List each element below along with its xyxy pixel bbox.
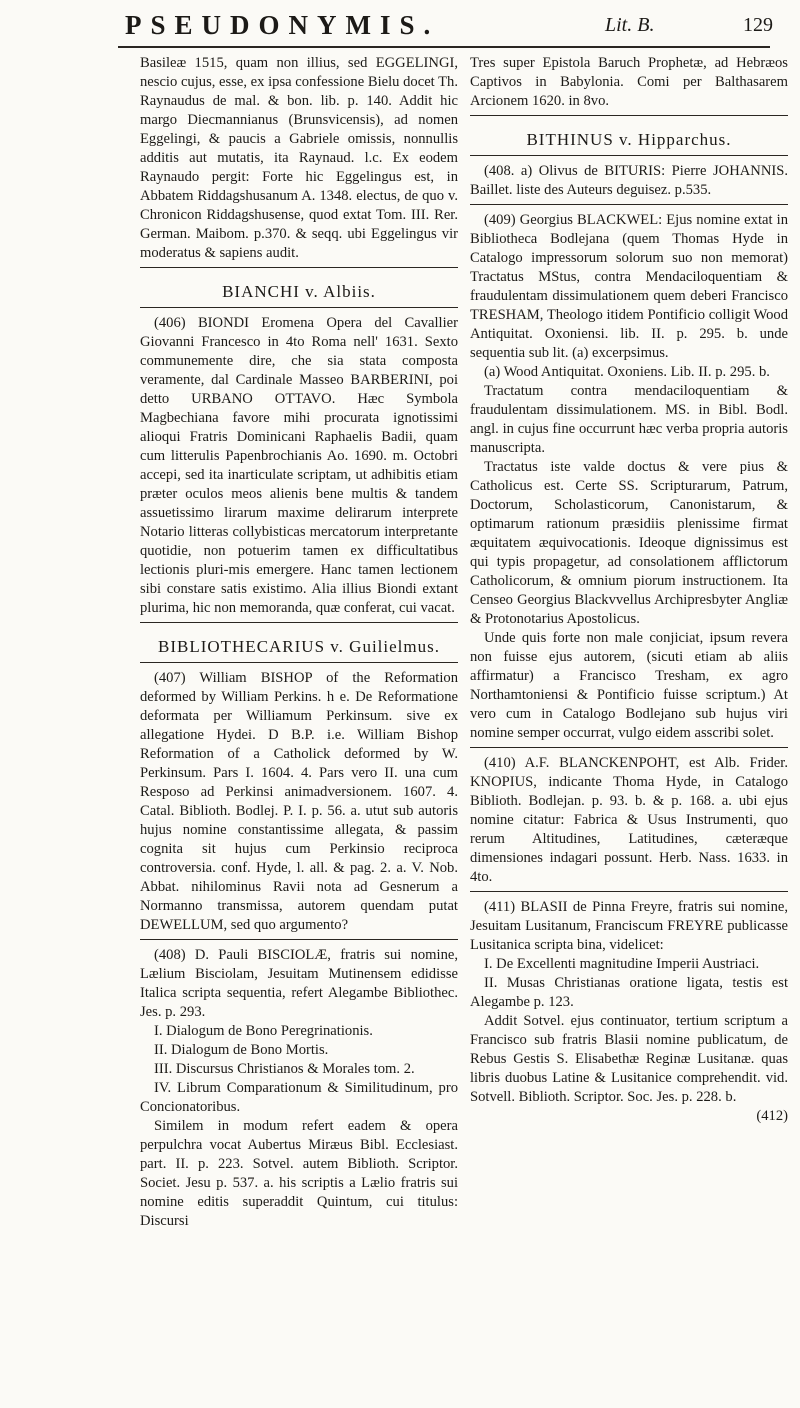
header-rule <box>118 46 770 48</box>
left-column <box>140 54 458 1231</box>
entry-408: (408) D. Pauli BISCIOLÆ, fratris sui nomine, Lælium Bisciolam, Jesuitam Mutinensem edidisse Italica scripta sequentia, refert Alegambe Bibliothec. Jes. p. 293. <box>140 947 458 1020</box>
heading-bithinus: BITHINUS v. Hipparchus. <box>526 130 732 149</box>
list-item: III. Discursus Christianos & Morales tom. 2. <box>154 1061 415 1077</box>
list-item: II. Dialogum de Bono Mortis. <box>154 1042 329 1058</box>
catchword: (412) <box>756 1108 788 1124</box>
entry-411: (411) BLASII de Pinna Freyre, fratris sui nomine, Jesuitam Lusitanum, Franciscum FREYRE publicasse Lusitanica scripta bina, videlicet: <box>470 899 788 953</box>
separator-rule <box>140 622 458 623</box>
separator-rule <box>470 747 788 748</box>
separator-rule <box>470 891 788 892</box>
page-number: 129 <box>743 14 773 36</box>
list-item: I. Dialogum de Bono Peregrinationis. <box>154 1023 373 1039</box>
right-paragraph-baruch: Tres super Epistola Baruch Prophetæ, ad Hebræos Captivos in Babylonia. Comi per Balthasarem Arcionem 1620. in 8vo. <box>470 55 788 109</box>
footnote-b: Tractatum contra mendaciloquentiam & fraudulentam dissimulationem. MS. in Bibl. Bodl. angl. in cujus fine occurrunt hæc verba propria autoris manuscripta. <box>470 383 788 456</box>
heading-bianchi: BIANCHI v. Albiis. <box>222 282 376 301</box>
entry-407: (407) William BISHOP of the Reformation deformed by William Perkins. h e. De Reformatione deformata per Williamum Perkinsum. sive ex allegatione Hydei. D B.P. i.e. William Bishop Reformation of a Catholick deformed by W. Perkinsum. Pars I. 1604. 4. Pars vero II. una cum Resposo ad Perkinsi animadversionem. 1607. 4. Catal. Biblioth. Bodlej. P. I. p. 56. a. utut sub autoris hujus nomine constantissime allegata, & passim cognita sit hujus cum Perkinsio reciproca controversia. conf. Hyde, l. all. & pag. 2. a. V. Nob. Abbat. nihilominus Ravii nota ad Gesnerum a Normanno transmissa, autorem quendam putat DEWELLUM, sed quo argumento? <box>140 670 458 933</box>
heading-bibliothecarius: BIBLIOTHECARIUS v. Guilielmus. <box>157 637 440 656</box>
separator-rule <box>470 204 788 205</box>
left-paragraph-aubertus: Similem in modum refert eadem & opera perpulchra vocat Aubertus Miræus Bibl. Ecclesiast. part. II. p. 223. Sotvel. autem Biblioth. Scriptor. Societ. Jesu p. 537. a. his scriptis a Lælio fratris sui nomine editis superaddit Quintum, cui titulus: Discursi <box>140 1118 458 1229</box>
footnote-c: Tractatus iste valde doctus & vere pius & Catholicus est. Certe SS. Scripturarum, Patrum, Doctorum, Scholasticorum, Canonistarum, & optimarum rationum præsidiis plenissime firmat æquitatem æquivocationis. Ideoque dignissimus est qui typis propagetur, ad consolationem afflictorum Catholicorum, & omnium piorum instructionem. Ita Censeo Georgius Blackvvellus Archipresbyter Angliæ & Protonotarius Apostolicus. <box>470 459 788 627</box>
footnote-d: Unde quis forte non male conjiciat, ipsum revera non fuisse ejus autorem, (sicuti etiam ab aliis affirmatur) a Francisco Tresham, ex agro Northamtoniensi & Pontificio fuisse scriptum.) At vero cum in Catalogo Bodlejano sub hujus viri nomine semper occurrat, vulgo eidem asscribi solet. <box>470 630 788 741</box>
separator-rule <box>470 115 788 116</box>
list-item: II. Musas Christianas oratione ligata, testis est Alegambe p. 123. <box>470 975 788 1010</box>
right-paragraph-sotvel: Addit Sotvel. ejus continuator, tertium scriptum a Francisco sub fratris Blasii nomine publicatum, de Rebus Gestis S. Elisabethæ Reginæ Lusitanæ. quas libris duobus Latine & Lusitanice comprehendit. vid. Sotvell. Biblioth. Scriptor. Soc. Jes. p. 228. b. <box>470 1013 788 1105</box>
footnote-a: (a) Wood Antiquitat. Oxoniens. Lib. II. p. 295. b. <box>484 364 770 380</box>
separator-rule <box>140 662 458 663</box>
separator-rule <box>470 155 788 156</box>
entry-409: (409) Georgius BLACKWEL: Ejus nomine extat in Bibliotheca Bodlejana (quem Thomas Hyde in Catalogo impressorum solorum suo non memorat) Tractatus MStus, contra Mendaciloquentiam & fraudulentam dissimulationem quem deberi Francisco TRESHAM, Theologo itidem Pontificio colligit Wood Antiquitat. Oxoniensi. lib. II. p. 295. b. unde sequentia sub lit. (a) excerpsimus. <box>470 212 788 361</box>
entry-410: (410) A.F. BLANCKENPOHT, est Alb. Frider. KNOPIUS, indicante Thoma Hyde, in Catalogo Biblioth. Bodlejan. p. 93. b. & p. 168. a. ubi ejus nomine citatur: Fabrica & Usus Instrumenti, quo rerum Altitudines, Latitudines, cæteræque dimensiones indagari possunt. Herb. Nass. 1633. in 4to. <box>470 755 788 885</box>
separator-rule <box>140 307 458 308</box>
separator-rule <box>140 939 458 940</box>
list-item: IV. Librum Comparationum & Similitudinum, pro Concionatoribus. <box>140 1080 458 1115</box>
separator-rule <box>140 267 458 268</box>
section-marker: Lit. B. <box>605 14 655 36</box>
list-item: I. De Excellenti magnitudine Imperii Austriaci. <box>484 956 760 972</box>
right-column <box>470 54 788 1126</box>
entry-406: (406) BIONDI Eromena Opera del Cavallier Giovanni Francesco in 4to Roma nell' 1631. Sexto communemente dire, che sia stata composta veramente, dal Cardinale Masseo BARBERINI, poi detto URBANO OTTAVO. Hæc Symbola Magbechiana favore mihi procurata ignotissimi alioqui Fratris Dominicani Raphaelis Badii, quam cum litterulis Papenbrochianis Ao. 1690. m. Octobri accepi, sed ita inarticulate scriptam, ut adhibitis etiam præter oculos meos alienis bene multis & tandem assuetissimo lirarum maxime delirarum interprete Notario litteras collybisticas mercatorum interpretante quotidie, non potuerim tamen ex difficultatibus lectionis pluri-mis emergere. Hanc tamen lectionem sibi constare satis existimo. Alia illius Biondi extant plurima, hic non memoranda, quæ conferat, cui vacat. <box>140 315 458 616</box>
left-paragraph-eggelingus: Basileæ 1515, quam non illius, sed EGGELINGI, nescio cujus, esse, ex ipsa confessione Bielu docet Th. Raynaudus de mal. & bon. lib. p. 140. Addit hic margo Diecmannianus (Brunsvicensis), ad nomen Eggelingi, & paucis a Gabriele omissis, nonnullis additis aut mutatis, ita Raynaud. l.c. Ex eodem Raynaudo pergit: Forte hic Eggelingus est, in Abbatem Riddagshusanum A. 1348. electus, de quo v. Chronicon Riddagshusense, quod extat Tom. III. Rer. German. Maibom. p.370. & seqq. ubi Eggelingus vir moderatus & sapiens audit. <box>140 55 458 261</box>
entry-408a: (408. a) Olivus de BITURIS: Pierre JOHANNIS. Baillet. liste des Auteurs deguisez. p.535. <box>470 163 788 198</box>
running-title: PSEUDONYMIS. <box>125 10 440 40</box>
